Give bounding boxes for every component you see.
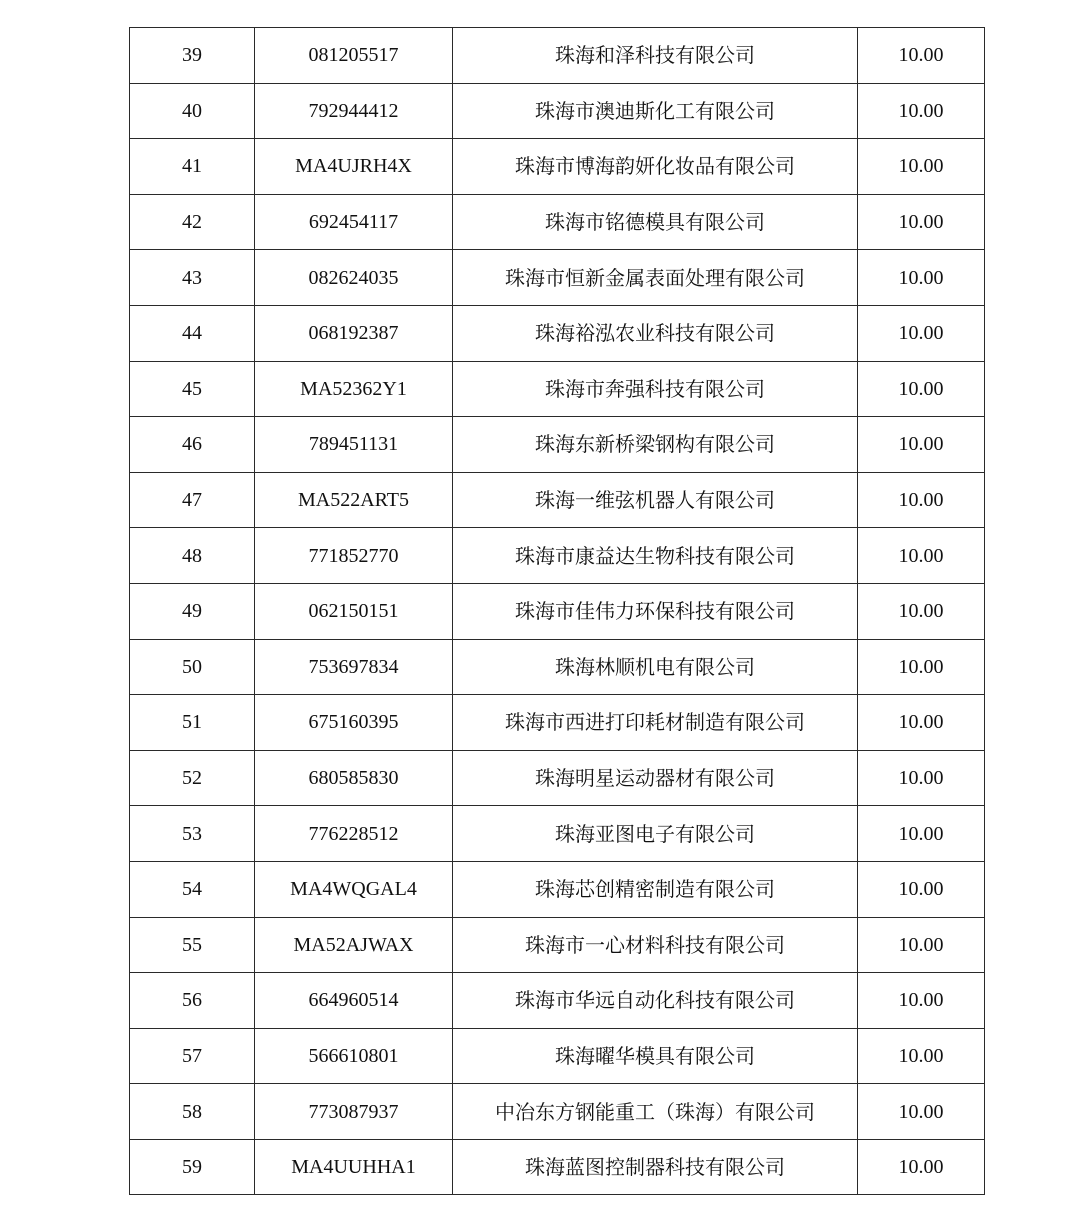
row-number: 49 <box>130 583 255 639</box>
org-code: 773087937 <box>255 1084 453 1140</box>
row-number: 56 <box>130 973 255 1029</box>
company-name: 珠海林顺机电有限公司 <box>453 639 858 695</box>
org-code: MA522ART5 <box>255 472 453 528</box>
table-row <box>130 583 985 639</box>
table-row <box>130 472 985 528</box>
table-row <box>130 250 985 306</box>
amount: 10.00 <box>858 194 985 250</box>
amount: 10.00 <box>858 139 985 195</box>
row-number: 53 <box>130 806 255 862</box>
org-code: MA52AJWAX <box>255 917 453 973</box>
table-row <box>130 83 985 139</box>
org-code: MA4UJRH4X <box>255 139 453 195</box>
company-name: 珠海市康益达生物科技有限公司 <box>453 528 858 584</box>
row-number: 45 <box>130 361 255 417</box>
org-code: MA52362Y1 <box>255 361 453 417</box>
company-name: 珠海明星运动器材有限公司 <box>453 750 858 806</box>
amount: 10.00 <box>858 583 985 639</box>
table-row <box>130 639 985 695</box>
table-row <box>130 417 985 473</box>
amount: 10.00 <box>858 917 985 973</box>
table-row <box>130 305 985 361</box>
amount: 10.00 <box>858 417 985 473</box>
table-row <box>130 861 985 917</box>
org-code: 675160395 <box>255 695 453 751</box>
amount: 10.00 <box>858 750 985 806</box>
table-row <box>130 528 985 584</box>
company-name: 珠海东新桥梁钢构有限公司 <box>453 417 858 473</box>
row-number: 48 <box>130 528 255 584</box>
amount: 10.00 <box>858 361 985 417</box>
amount: 10.00 <box>858 973 985 1029</box>
org-code: 792944412 <box>255 83 453 139</box>
org-code: 062150151 <box>255 583 453 639</box>
company-name: 珠海曜华模具有限公司 <box>453 1028 858 1084</box>
table-row <box>130 973 985 1029</box>
row-number: 47 <box>130 472 255 528</box>
company-name: 珠海市佳伟力环保科技有限公司 <box>453 583 858 639</box>
table-body <box>130 28 985 1195</box>
row-number: 50 <box>130 639 255 695</box>
amount: 10.00 <box>858 528 985 584</box>
row-number: 51 <box>130 695 255 751</box>
company-list-table <box>129 27 985 1195</box>
company-name: 珠海市博海韵妍化妆品有限公司 <box>453 139 858 195</box>
table-row <box>130 695 985 751</box>
row-number: 42 <box>130 194 255 250</box>
table-row <box>130 1139 985 1195</box>
table-row <box>130 750 985 806</box>
amount: 10.00 <box>858 250 985 306</box>
table-row <box>130 139 985 195</box>
company-name: 珠海市华远自动化科技有限公司 <box>453 973 858 1029</box>
company-name: 珠海蓝图控制器科技有限公司 <box>453 1139 858 1195</box>
amount: 10.00 <box>858 28 985 84</box>
table-row <box>130 28 985 84</box>
company-name: 珠海裕泓农业科技有限公司 <box>453 305 858 361</box>
row-number: 44 <box>130 305 255 361</box>
amount: 10.00 <box>858 83 985 139</box>
table-row <box>130 806 985 862</box>
company-name: 中冶东方钢能重工（珠海）有限公司 <box>453 1084 858 1140</box>
amount: 10.00 <box>858 695 985 751</box>
row-number: 59 <box>130 1139 255 1195</box>
row-number: 54 <box>130 861 255 917</box>
amount: 10.00 <box>858 806 985 862</box>
table-row <box>130 361 985 417</box>
row-number: 41 <box>130 139 255 195</box>
row-number: 46 <box>130 417 255 473</box>
amount: 10.00 <box>858 1028 985 1084</box>
amount: 10.00 <box>858 861 985 917</box>
org-code: 068192387 <box>255 305 453 361</box>
amount: 10.00 <box>858 639 985 695</box>
company-name: 珠海市奔强科技有限公司 <box>453 361 858 417</box>
amount: 10.00 <box>858 1084 985 1140</box>
row-number: 43 <box>130 250 255 306</box>
org-code: MA4WQGAL4 <box>255 861 453 917</box>
company-name: 珠海市铭德模具有限公司 <box>453 194 858 250</box>
row-number: 52 <box>130 750 255 806</box>
table-row <box>130 1028 985 1084</box>
org-code: 771852770 <box>255 528 453 584</box>
row-number: 40 <box>130 83 255 139</box>
org-code: 776228512 <box>255 806 453 862</box>
company-name: 珠海市恒新金属表面处理有限公司 <box>453 250 858 306</box>
company-name: 珠海芯创精密制造有限公司 <box>453 861 858 917</box>
org-code: MA4UUHHA1 <box>255 1139 453 1195</box>
org-code: 566610801 <box>255 1028 453 1084</box>
row-number: 58 <box>130 1084 255 1140</box>
org-code: 082624035 <box>255 250 453 306</box>
org-code: 692454117 <box>255 194 453 250</box>
org-code: 664960514 <box>255 973 453 1029</box>
row-number: 55 <box>130 917 255 973</box>
company-name: 珠海亚图电子有限公司 <box>453 806 858 862</box>
table-row <box>130 1084 985 1140</box>
table-row <box>130 917 985 973</box>
company-name: 珠海和泽科技有限公司 <box>453 28 858 84</box>
company-name: 珠海市西进打印耗材制造有限公司 <box>453 695 858 751</box>
company-name: 珠海一维弦机器人有限公司 <box>453 472 858 528</box>
org-code: 081205517 <box>255 28 453 84</box>
org-code: 680585830 <box>255 750 453 806</box>
company-name: 珠海市澳迪斯化工有限公司 <box>453 83 858 139</box>
amount: 10.00 <box>858 1139 985 1195</box>
row-number: 57 <box>130 1028 255 1084</box>
row-number: 39 <box>130 28 255 84</box>
org-code: 753697834 <box>255 639 453 695</box>
amount: 10.00 <box>858 305 985 361</box>
table-row <box>130 194 985 250</box>
org-code: 789451131 <box>255 417 453 473</box>
amount: 10.00 <box>858 472 985 528</box>
company-name: 珠海市一心材料科技有限公司 <box>453 917 858 973</box>
